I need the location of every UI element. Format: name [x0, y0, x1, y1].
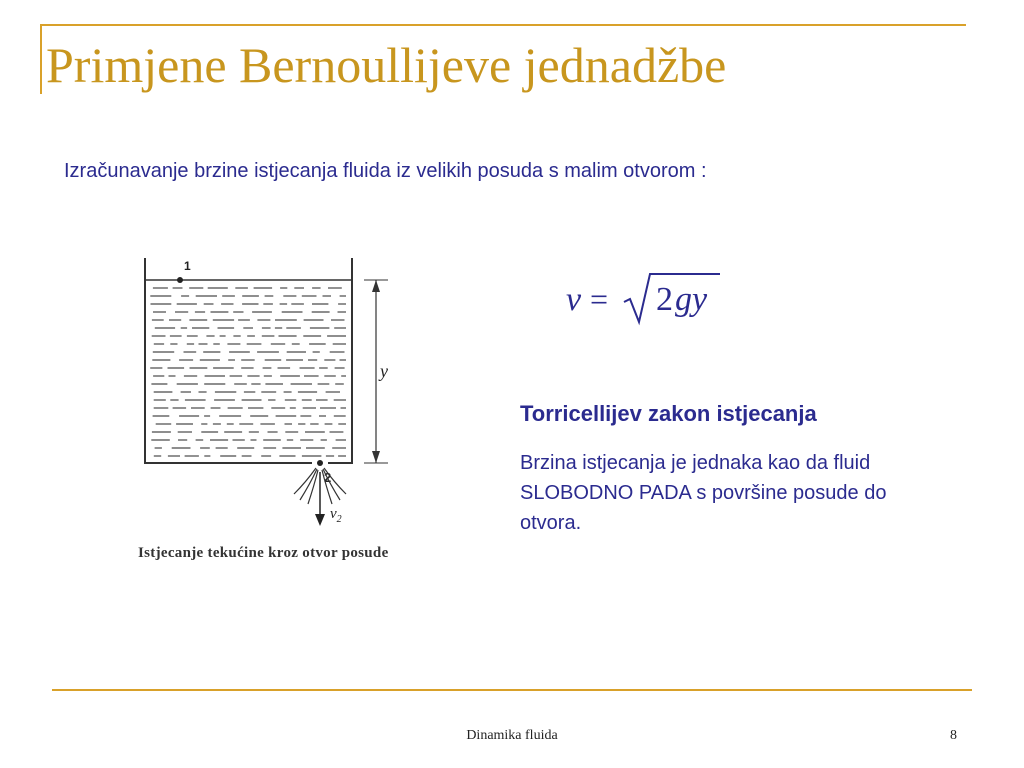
law-description: Brzina istjecanja je jednaka kao da fluid SLOBODNO PADA s površine posude do otvora.	[520, 452, 887, 534]
left-rule	[40, 24, 42, 94]
point-1-marker	[177, 277, 183, 283]
dimension-arrow-bottom	[372, 451, 380, 463]
formula-lhs: v	[566, 281, 582, 318]
dimension-arrow-top	[372, 280, 380, 292]
formula-variables: gy	[675, 281, 708, 318]
figure-caption: Istjecanje tekućine kroz otvor posude	[138, 545, 389, 561]
slide-subtitle: Izračunavanje brzine istjecanja fluida iz velikih posuda s malim otvorom :	[64, 160, 707, 182]
top-rule	[42, 24, 966, 26]
tank-diagram	[130, 250, 480, 580]
water-hatching	[150, 288, 346, 456]
torricelli-formula	[560, 268, 730, 328]
footer-title: Dinamika fluida	[466, 728, 558, 743]
bottom-rule	[52, 689, 972, 691]
velocity-arrowhead	[315, 514, 325, 526]
point-1-label: 1	[184, 259, 191, 273]
formula-equals: =	[590, 281, 609, 317]
point-2-marker	[317, 460, 323, 466]
height-label: y	[380, 361, 388, 381]
velocity-label: $v_2$	[330, 506, 342, 525]
page-number: 8	[950, 728, 957, 743]
slide-title: Primjene Bernoullijeve jednadžbe	[46, 37, 727, 93]
formula-coefficient: 2	[656, 281, 673, 318]
point-2-label: 2	[324, 470, 332, 485]
law-heading: Torricellijev zakon istjecanja	[520, 401, 817, 426]
